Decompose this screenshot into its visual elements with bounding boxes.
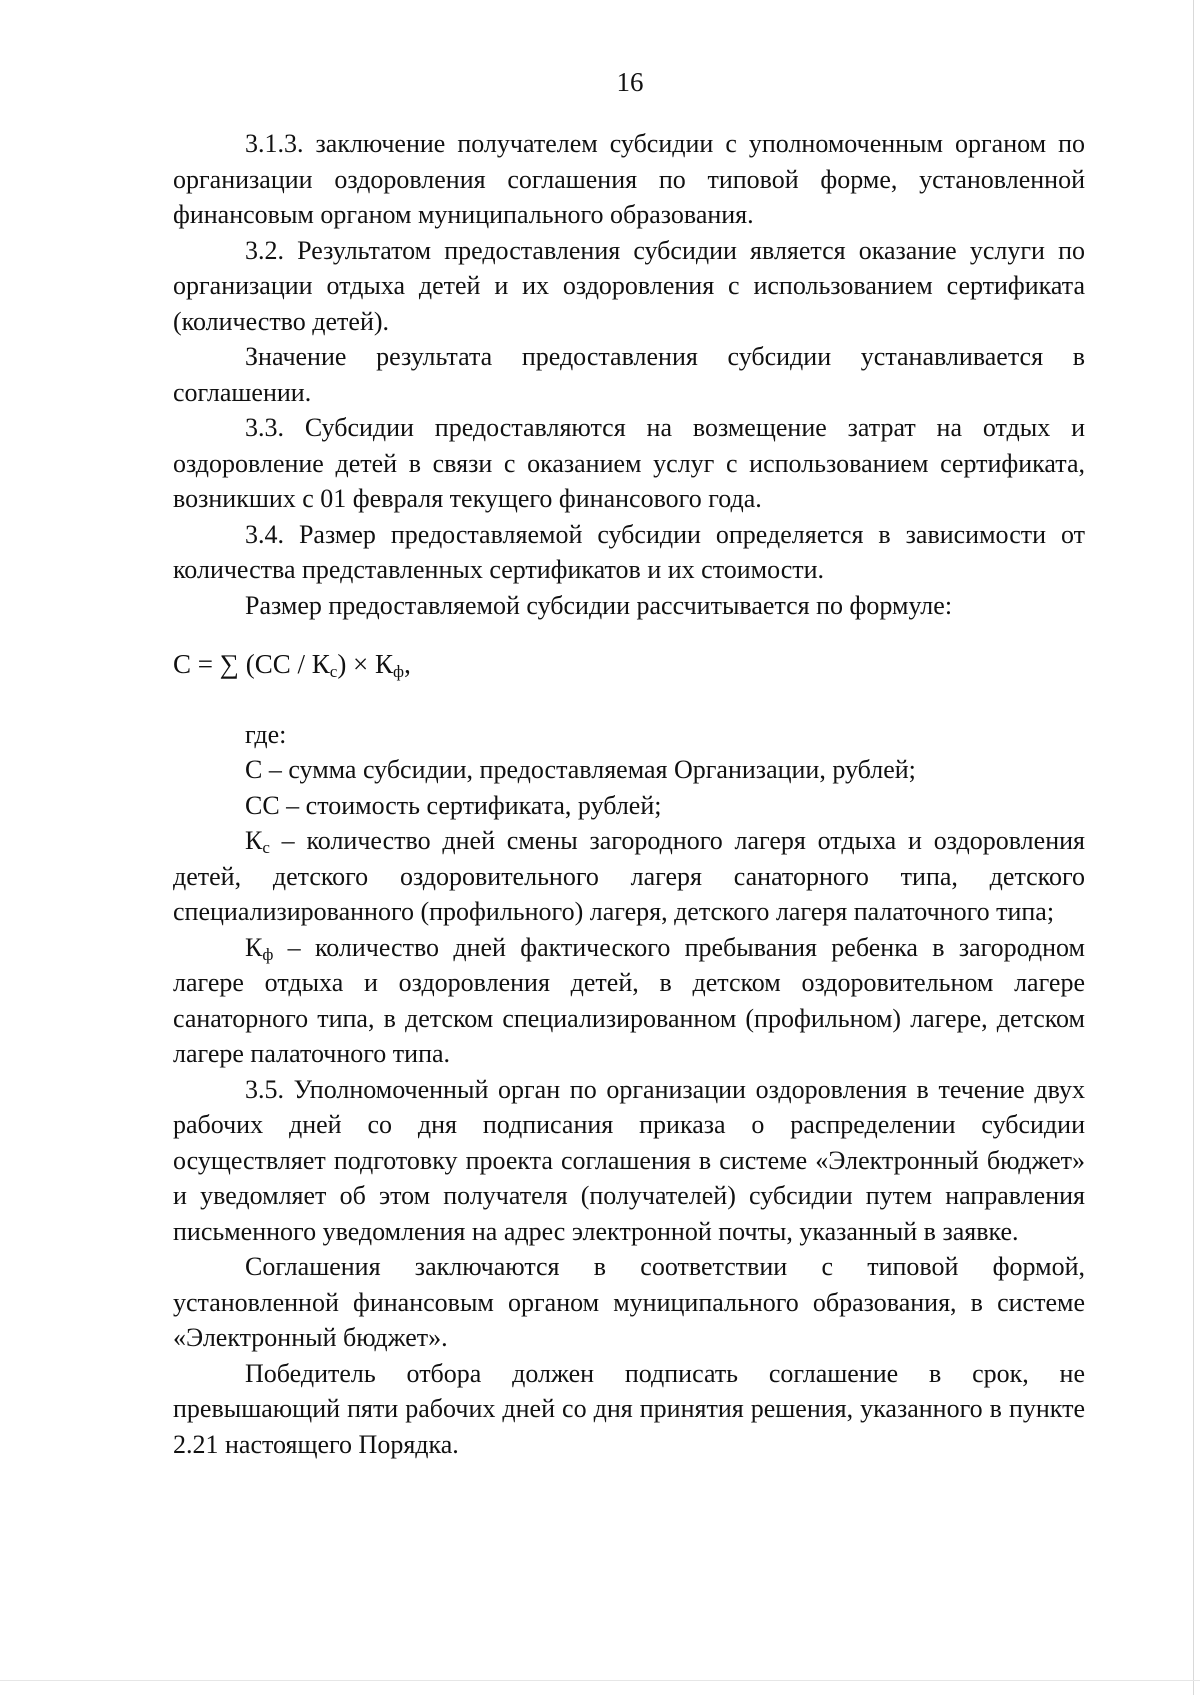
page-edge-bottom [0,1680,1200,1681]
definition-kf-text: – количество дней фактического пребывания ребенка в загородном лагере отдыха и оздоровления детей, в детском оздоровительном лагере санаторного типа, в детском специализированном (профильном) лагере, детском лагере палаточного типа. [173,932,1085,1068]
definition-kc-symbol: К [245,826,263,855]
paragraph-result-value: Значение результата предоставления субсидии устанавливается в соглашении. [173,342,1085,407]
formula [173,647,1085,683]
page-number: 16 [616,67,644,97]
definition-kf-subscript: ф [262,944,274,964]
definition-kf-symbol: К [245,932,263,962]
paragraph-3-3: 3.3. Субсидии предоставляются на возмещение затрат на отдых и оздоровление детей в связи с оказанием услуг с использованием сертификата, возникших с 01 февраля текущего финансового года. [173,413,1085,513]
paragraph-formula-intro: Размер предоставляемой субсидии рассчитывается по формуле: [245,590,953,620]
paragraph-agreements: Соглашения заключаются в соответствии с типовой формой, установленной финансовым органом муниципального образования, в системе «Электронный бюджет». [173,1252,1085,1352]
definition-kf [173,930,1085,1072]
page-edge-right [1193,0,1194,1695]
paragraph-3-4: 3.4. Размер предоставляемой субсидии определяется в зависимости от количества представленных сертификатов и их стоимости. [173,519,1085,584]
formula-subscript-f: ф [393,662,405,681]
paragraph-where: где: [245,719,287,749]
definition-kc-subscript: с [262,838,270,857]
formula-subscript-c: с [329,662,338,681]
paragraph-3-1-3: 3.1.3. заключение получателем субсидии с уполномоченным органом по организации оздоровления соглашения по типовой форме, установленной финансовым органом муниципального образования. [173,129,1085,229]
formula-end: , [404,649,411,679]
definition-c: С – сумма субсидии, предоставляемая Организации, рублей; [245,755,916,784]
paragraph-winner: Победитель отбора должен подписать соглашение в срок, не превышающий пяти рабочих дней со дня принятия решения, указанного в пункте 2.21 настоящего Порядка. [173,1358,1085,1459]
paragraph-3-5: 3.5. Уполномоченный орган по организации оздоровления в течение двух рабочих дней со дня подписания приказа о распределении субсидии осуществляет подготовку проекта соглашения в системе «Электронный бюджет» и уведомляет об этом получателя (получателей) субсидии путем направления письменного уведомления на адрес электронной почты, указанный в заявке. [173,1074,1085,1246]
definition-kc [173,823,1085,930]
document-body [173,126,1085,1462]
formula-middle: ) × К [337,649,394,679]
formula-left: С = ∑ (СС / К [173,649,330,679]
paragraph-3-2: 3.2. Результатом предоставления субсидии является оказание услуги по организации отдыха детей и их оздоровления с использованием сертификата (количество детей). [173,235,1085,336]
definition-cc: СС – стоимость сертификата, рублей; [245,790,662,820]
definition-kc-text: – количество дней смены загородного лагеря отдыха и оздоровления детей, детского оздоровительного лагеря санаторного типа, детского специализированного (профильного) лагеря, детского лагеря палаточного типа; [173,826,1085,926]
